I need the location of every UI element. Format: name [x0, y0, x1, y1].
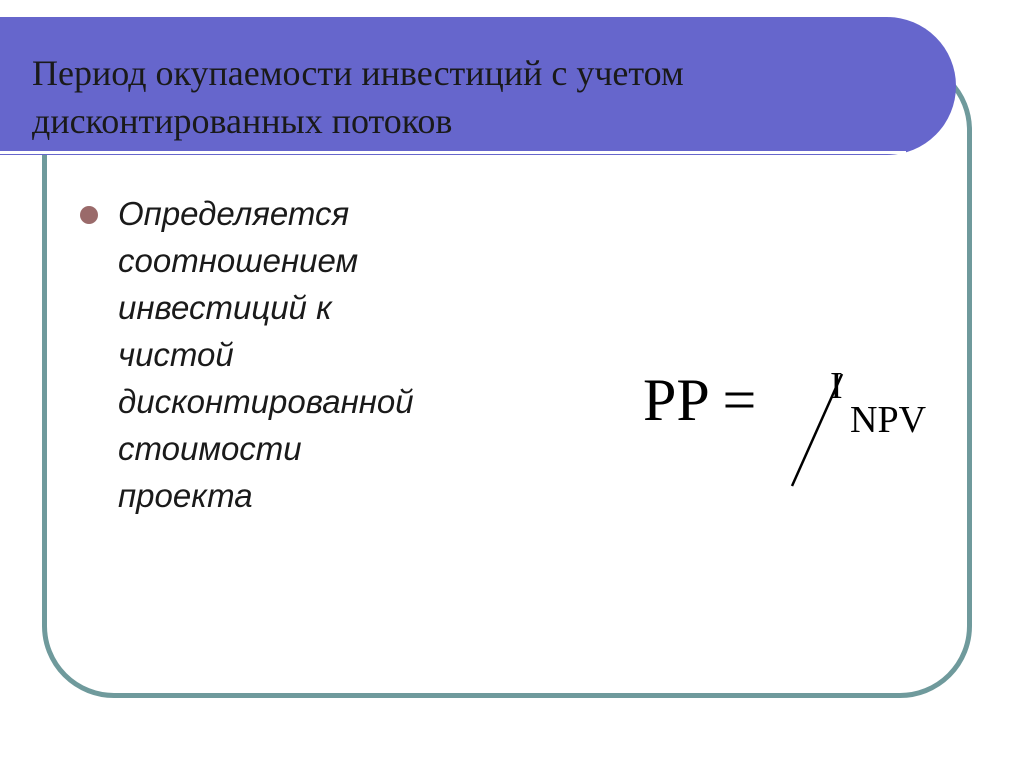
title-bar: [0, 17, 956, 155]
bullet-dot-icon: [80, 206, 98, 224]
formula-numerator: I: [830, 365, 843, 407]
formula: [640, 360, 960, 500]
slide-title: Период окупаемости инвестиций с учетом дисконтированных потоков: [32, 53, 684, 141]
title-underline: [0, 151, 906, 154]
formula-denominator: NPV: [850, 399, 927, 441]
bullet-text: Определяется соотношением инвестиций к чистой дисконтированной стоимости проекта: [118, 195, 414, 514]
formula-lhs: PP =: [643, 367, 757, 433]
